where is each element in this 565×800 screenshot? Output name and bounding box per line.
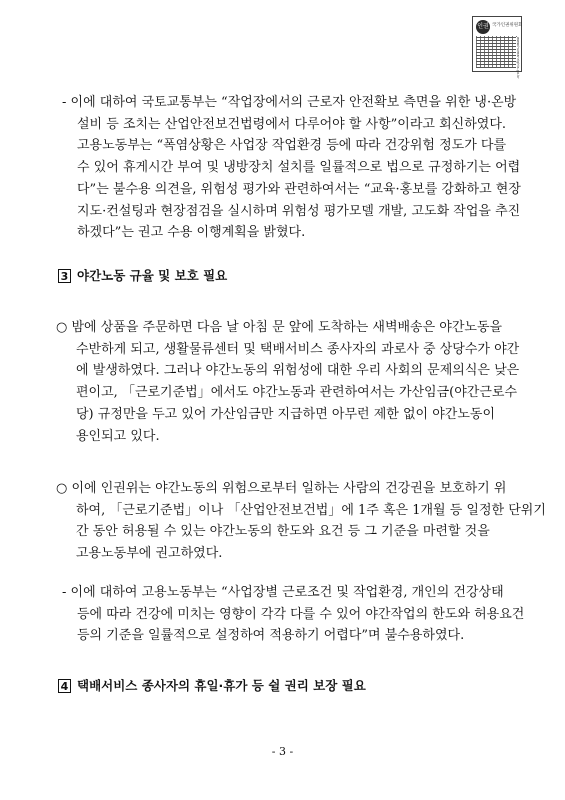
section-heading-3: [58, 268, 227, 284]
text-line: 하겠다”는 권고 수용 이행계획을 밝혔다.: [77, 225, 306, 241]
text-line: ○ 이에 인권위는 야간노동의 위험으로부터 일하는 사람의 건강권을 보호하기 위: [56, 481, 507, 496]
text-line: 다”는 불수용 의견을, 위험성 평가와 관련하여서는 “교육·홍보를 강화하고 현장: [77, 181, 521, 197]
paragraph-1: [62, 92, 521, 244]
text-line: 간 동안 허용될 수 있는 야간노동의 한도와 요건 등 그 기준을 마련할 것을: [76, 524, 490, 540]
text-line: 용인되고 있다.: [76, 428, 160, 444]
page-number: - 3 -: [271, 745, 294, 758]
text-line: 지도·컨설팅과 현장점검을 실시하며 위험성 평가모델 개발, 고도화 작업을 추진: [77, 203, 521, 219]
paragraph-3: [56, 317, 519, 447]
section-heading-4: [58, 678, 366, 694]
text-line: 등에 따라 건강에 미치는 영향이 각각 다를 수 있어 야간작업의 한도와 허용요건: [77, 606, 525, 622]
paragraph-5: [62, 582, 524, 647]
text-line: 당) 규정만을 두고 있어 가산임금만 지급하면 아무런 제한 없이 야간노동이: [76, 406, 496, 422]
section-title: 택배서비스 종사자의 휴일·휴가 등 쉴 권리 보장 필요: [77, 678, 366, 693]
text-line: 고용노동부에 권고하였다.: [76, 546, 223, 562]
text-line: 수 있어 휴게시간 부여 및 냉방장치 설치를 일률적으로 법으로 규정하기는 어렵: [77, 160, 521, 176]
text-line: 설비 등 조치는 산업안전보건법령에서 다루어야 할 사항”이라고 회신하였다.: [77, 116, 507, 132]
text-line: 하여, 「근로기준법」이나 「산업안전보건법」에 1주 혹은 1개월 등 일정한 단위기: [76, 502, 546, 518]
text-line: 편이고, 「근로기준법」에서도 야간노동과 관련하여서는 가산임금(야간근로수: [76, 385, 518, 401]
logo-stamp: [472, 16, 523, 79]
section-title: 야간노동 규율 및 보호 필요: [77, 268, 228, 283]
section-number-box: 4: [58, 679, 71, 693]
text-line: - 이에 대하여 국토교통부는 “작업장에서의 근로자 안전확보 측면을 위한 냉·온방: [62, 95, 517, 110]
paragraph-4: [56, 478, 546, 565]
logo-url: www.humanrights.go.kr: [516, 37, 520, 79]
text-line: 수반하게 되고, 생활물류센터 및 택배서비스 종사자의 과로사 중 상당수가 야간: [76, 341, 520, 357]
logo-mark: 인권: [476, 20, 490, 34]
section-number-box: 3: [58, 269, 71, 283]
text-line: - 이에 대하여 고용노동부는 “사업장별 근로조건 및 작업환경, 개인의 건강상태: [62, 585, 504, 600]
text-line: ○ 밤에 상품을 주문하면 다음 날 아침 문 앞에 도착하는 새벽배송은 야간노동을: [56, 320, 503, 335]
text-line: 등의 기준을 일률적으로 설정하여 적용하기 어렵다”며 불수용하였다.: [77, 628, 465, 644]
text-line: 고용노동부는 “폭염상황은 사업장 작업환경 등에 따라 건강위험 정도가 다를: [77, 138, 507, 154]
logo-text: 국가인권위원회: [492, 23, 523, 28]
text-line: 에 발생하였다. 그러나 야간노동의 위험성에 대한 우리 사회의 문제의식은 낮은: [76, 363, 520, 379]
